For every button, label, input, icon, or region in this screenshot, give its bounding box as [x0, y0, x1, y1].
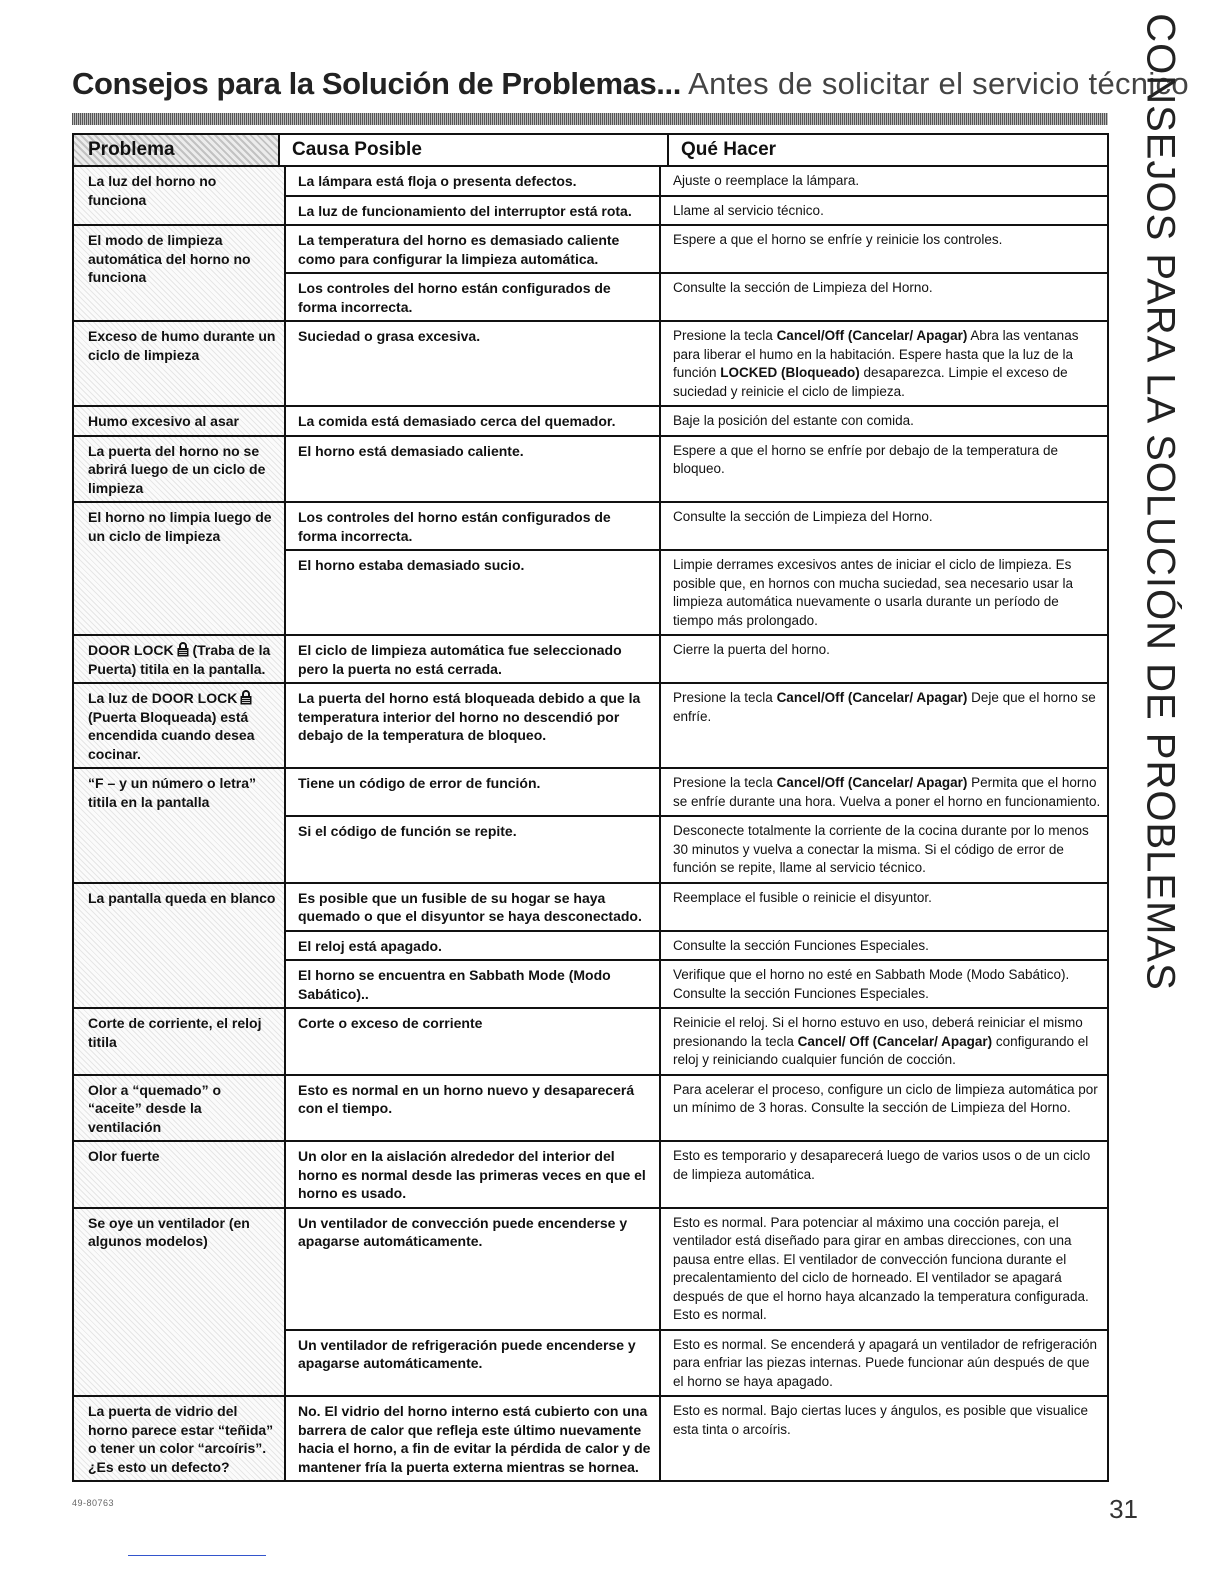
problem-text: DOOR LOCK [88, 642, 174, 658]
solution-cell: Ajuste o reemplace la lámpara. [673, 173, 860, 188]
cause-row [286, 226, 1107, 274]
cause-cell: Corte o exceso de corriente [286, 1009, 661, 1074]
cause-list [286, 769, 1107, 882]
side-banner-text: CONSEJOS PARA LA SOLUCIÓN DE PROBLEMAS [1138, 13, 1183, 991]
table-row [74, 1209, 1107, 1398]
solution-cell: Esto es normal. Para potenciar al máximo una cocción pareja, el ventilador está diseñado para girar en ambas direcciones, con una pausa entre ellas. El ventilador de convección funciona durante el precalentamiento del ciclo de horneado. El ventilador se apagará después de que el horno haya alcanzado la temperatura configurada. Esto es normal. [673, 1214, 1089, 1322]
cause-row [286, 817, 1107, 882]
solution-text: Reinicie el reloj. Si el horno estuvo en uso, deberá reiniciar el mismo presionando la tecla [673, 1015, 1083, 1049]
cause-list [286, 226, 1107, 320]
solution-text: Permita que el horno se enfríe durante una hora. Vuelva a poner el horno en funcionamiento. [673, 775, 1101, 809]
button-label: Cancel/Off (Cancelar/ Apagar) [776, 690, 968, 705]
cause-row [286, 1076, 1107, 1141]
problem-cell: Exceso de humo durante un ciclo de limpieza [74, 322, 286, 405]
solution-cell [661, 684, 1107, 767]
solution-cell [661, 1009, 1107, 1074]
table-row [74, 636, 1107, 684]
cause-cell: Suciedad o grasa excesiva. [286, 322, 661, 405]
header-what: Qué Hacer [681, 139, 777, 160]
problem-cell: La puerta del horno no se abrirá luego de un ciclo de limpieza [74, 437, 286, 502]
cause-list [286, 167, 1107, 224]
cause-row [286, 1142, 1107, 1207]
problem-cell: La pantalla queda en blanco [74, 884, 286, 1008]
table-row [74, 167, 1107, 226]
cause-cell: Un olor en la aislación alrededor del interior del horno es normal desde las primeras veces en que el horno es usado. [286, 1142, 661, 1207]
solution-cell: Desconecte totalmente la corriente de la cocina durante por lo menos 30 minutos y vuelva a conectar la misma. Si el código de error de función se repite, llame al servicio técnico. [673, 823, 1089, 875]
cause-cell: Es posible que un fusible de su hogar se haya quemado o que el disyuntor se haya desconectado. [286, 884, 661, 930]
solution-cell: Consulte la sección Funciones Especiales. [673, 937, 929, 953]
cause-row [286, 197, 1107, 225]
lock-icon [240, 690, 252, 705]
cause-list [286, 1009, 1107, 1074]
table-row [74, 884, 1107, 1010]
table-row [74, 1076, 1107, 1143]
solution-text: Presione la tecla [673, 690, 777, 705]
problem-text: (Traba de la Puerta) titila en la pantalla. [88, 642, 271, 677]
solution-cell: Espere a que el horno se enfríe y reinicie los controles. [673, 232, 1003, 247]
button-label: LOCKED (Bloqueado) [720, 365, 860, 380]
cause-row [286, 636, 1107, 682]
cause-list [286, 437, 1107, 502]
side-banner [1128, 13, 1192, 991]
cause-row [286, 1397, 1107, 1480]
button-label: Cancel/Off (Cancelar/ Apagar) [776, 328, 968, 343]
cause-cell: Los controles del horno están configurados de forma incorrecta. [286, 503, 661, 549]
problem-text: (Puerta Bloqueada) está encendida cuando desea cocinar. [88, 708, 255, 762]
cause-list [286, 1209, 1107, 1396]
cause-cell: Los controles del horno están configurados de forma incorrecta. [286, 274, 661, 320]
header-cause: Causa Posible [280, 135, 669, 165]
cause-list [286, 1397, 1107, 1480]
page-title-subtitle: Antes de solicitar el servicio técnico [680, 66, 1189, 101]
solution-text: Presione la tecla [673, 775, 777, 790]
cause-row [286, 503, 1107, 551]
solution-cell: Cierre la puerta del horno. [673, 642, 830, 657]
table-row [74, 226, 1107, 322]
problem-cell [74, 684, 286, 767]
bottom-line [128, 1555, 266, 1556]
header-problem: Problema [74, 135, 280, 165]
problem-text: La luz de DOOR LOCK [88, 690, 238, 706]
table-row [74, 437, 1107, 504]
page-title-main: Consejos para la Solución de Problemas... [72, 66, 681, 101]
cause-list [286, 684, 1107, 767]
solution-cell: Esto es normal. Se encenderá y apagará un ventilador de refrigeración para enfriar las piezas internas. Puede funcionar aún después de que el horno se haya apagado. [673, 1336, 1098, 1389]
document-code: 49-80763 [72, 1498, 115, 1508]
solution-cell: Consulte la sección de Limpieza del Horno. [673, 509, 933, 524]
cause-row [286, 167, 1107, 197]
cause-row [286, 274, 1107, 320]
cause-cell: El ciclo de limpieza automática fue seleccionado pero la puerta no está cerrada. [286, 636, 661, 682]
table-row [74, 322, 1107, 407]
solution-text: configurando el reloj y reiniciando cualquier función de cocción. [673, 1033, 1089, 1067]
cause-cell: Un ventilador de convección puede encenderse y apagarse automáticamente. [286, 1209, 661, 1329]
lock-icon [177, 642, 189, 657]
solution-text: desaparezca. Limpie el exceso de suciedad y reinicie el ciclo de limpieza. [673, 365, 1068, 399]
page-number: 31 [1109, 1494, 1138, 1524]
cause-row [286, 684, 1107, 767]
solution-cell: Reemplace el fusible o reinicie el disyuntor. [673, 889, 932, 905]
cause-list [286, 636, 1107, 682]
cause-cell: Esto es normal en un horno nuevo y desaparecerá con el tiempo. [286, 1076, 661, 1141]
cause-row [286, 437, 1107, 502]
cause-row [286, 322, 1107, 405]
table-row [74, 1142, 1107, 1209]
solution-cell: Consulte la sección de Limpieza del Horno. [673, 280, 933, 295]
problem-cell: Se oye un ventilador (en algunos modelos) [74, 1209, 286, 1396]
cause-cell: No. El vidrio del horno interno está cubierto con una barrera de calor que refleja este último nuevamente hacia el horno, a fin de evitar la pérdida de calor y de mantener fría la puerta externa mientras se hornea. [286, 1397, 661, 1480]
table-header [74, 135, 1107, 167]
cause-cell: La luz de funcionamiento del interruptor está rota. [286, 197, 661, 225]
cause-row [286, 1009, 1107, 1074]
solution-cell: Esto es normal. Bajo ciertas luces y ángulos, es posible que visualice esta tinta o arcoíris. [673, 1403, 1088, 1437]
problem-cell: La luz del horno no funciona [74, 167, 286, 224]
cause-row [286, 932, 1107, 962]
cause-list [286, 1076, 1107, 1141]
problem-cell: Olor fuerte [74, 1142, 286, 1207]
table-row [74, 769, 1107, 884]
cause-cell: El reloj está apagado. [286, 932, 661, 960]
button-label: Cancel/Off (Cancelar/ Apagar) [776, 775, 968, 790]
solution-cell: Limpie derrames excesivos antes de iniciar el ciclo de limpieza. Es posible que, en hornos con mucha suciedad, sea necesario usar la limpieza automática nuevamente o usarla durante un período de tiempo más prolongado. [673, 557, 1074, 628]
cause-cell: La lámpara está floja o presenta defectos. [286, 167, 661, 195]
cause-cell: El horno está demasiado caliente. [286, 437, 661, 502]
cause-row [286, 1209, 1107, 1331]
solution-text: Deje que el horno se enfríe. [673, 690, 1096, 724]
cause-row [286, 1331, 1107, 1396]
problem-cell: Corte de corriente, el reloj titila [74, 1009, 286, 1074]
cause-cell: La temperatura del horno es demasiado caliente como para configurar la limpieza automática. [286, 226, 661, 272]
cause-cell: La puerta del horno está bloqueada debido a que la temperatura interior del horno no descendió por debajo de la temperatura de bloqueo. [286, 684, 661, 767]
table-row [74, 1397, 1107, 1480]
page-title [72, 64, 1189, 104]
solution-text: Presione la tecla [673, 328, 777, 343]
solution-cell: Espere a que el horno se enfríe por debajo de la temperatura de bloqueo. [673, 442, 1059, 476]
table-body [74, 167, 1107, 1480]
problem-cell [74, 636, 286, 682]
solution-cell: Para acelerar el proceso, configure un ciclo de limpieza automática por un mínimo de 3 horas. Consulte la sección de Limpieza del Horno. [673, 1081, 1098, 1115]
table-row [74, 407, 1107, 437]
cause-row [286, 884, 1107, 932]
cause-cell: Tiene un código de error de función. [286, 769, 661, 815]
problem-cell: El horno no limpia luego de un ciclo de limpieza [74, 503, 286, 634]
problem-cell: Humo excesivo al asar [74, 407, 286, 435]
problem-cell: El modo de limpieza automática del horno no funciona [74, 226, 286, 320]
solution-cell: Llame al servicio técnico. [673, 202, 824, 218]
title-rule [72, 113, 1108, 125]
button-label: Cancel/ Off (Cancelar/ Apagar) [797, 1033, 993, 1049]
solution-cell: Baje la posición del estante con comida. [673, 413, 914, 428]
cause-list [286, 407, 1107, 435]
cause-row [286, 407, 1107, 435]
cause-row [286, 769, 1107, 817]
cause-row [286, 961, 1107, 1007]
table-row [74, 503, 1107, 636]
table-row [74, 1009, 1107, 1076]
cause-cell: La comida está demasiado cerca del quemador. [286, 407, 661, 435]
solution-text: Abra las ventanas para liberar el humo en la habitación. Espere hasta que la luz de la función [673, 328, 1079, 380]
solution-cell [661, 322, 1107, 405]
cause-cell: Si el código de función se repite. [286, 817, 661, 882]
solution-cell: Esto es temporario y desaparecerá luego de varios usos o de un ciclo de limpieza automática. [673, 1148, 1091, 1182]
problem-cell: Olor a “quemado” o “aceite” desde la ventilación [74, 1076, 286, 1141]
solution-cell [661, 769, 1107, 815]
cause-cell: El horno se encuentra en Sabbath Mode (Modo Sabático).. [286, 961, 661, 1007]
cause-row [286, 551, 1107, 634]
cause-list [286, 322, 1107, 405]
cause-cell: Un ventilador de refrigeración puede encenderse y apagarse automáticamente. [286, 1331, 661, 1396]
cause-list [286, 884, 1107, 1008]
troubleshooting-table [72, 133, 1109, 1482]
cause-list [286, 503, 1107, 634]
problem-cell: La puerta de vidrio del horno parece estar “teñida” o tener un color “arcoíris”. ¿Es esto un defecto? [74, 1397, 286, 1480]
table-row [74, 684, 1107, 769]
solution-cell: Verifique que el horno no esté en Sabbath Mode (Modo Sabático). Consulte la sección Funciones Especiales. [673, 967, 1070, 1001]
cause-list [286, 1142, 1107, 1207]
problem-cell: “F – y un número o letra” titila en la pantalla [74, 769, 286, 882]
cause-cell: El horno estaba demasiado sucio. [286, 551, 661, 634]
